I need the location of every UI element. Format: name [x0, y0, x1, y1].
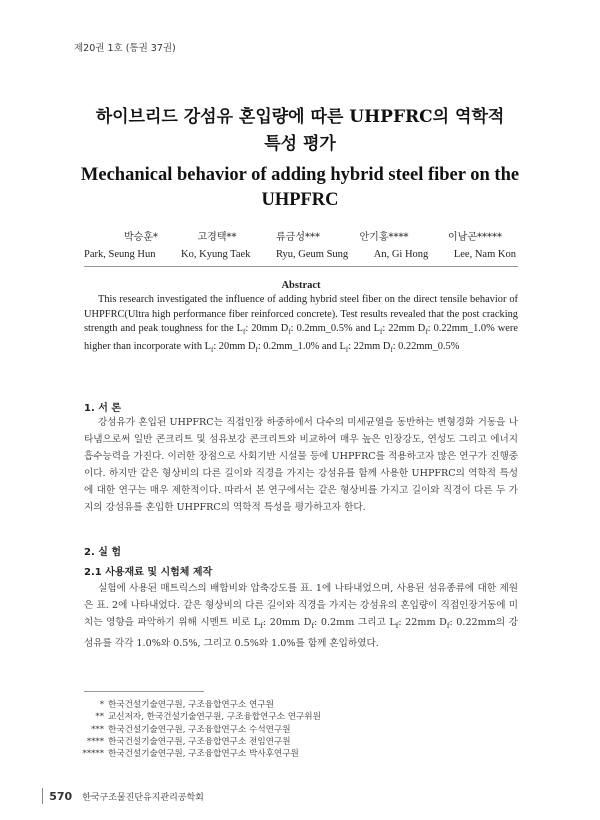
author-ko: 안기홍**** [359, 232, 409, 243]
body-run: : 20mm D [262, 617, 312, 628]
footnote-text: 한국건설기술연구원, 구조융합연구소 수석연구원 [108, 724, 291, 735]
korean-title [40, 104, 560, 158]
subscript-f: f [390, 345, 393, 354]
abstract-run: : 0.22mm_0.5% [392, 340, 460, 352]
subscript-f: f [379, 328, 383, 337]
author-ko: 박승훈* [124, 232, 158, 243]
section-1-body: 강섬유가 혼입된 UHPFRC는 직접인장 하중하에서 다수의 미세균열을 동반하는 변형경화 거동을 나타냄으로써 일반 콘크리트 및 섬유보강 콘크리트와 비교하여 매우 높은 인장강도, 연성도 그리고 에너지 흡수능력을 가진다. 이러한 장점으로 사회기반 시설물 등에 UHPFRC를 적용하고자 많은 연구가 진행중이다. 하지만 같은 형상비의 다른 길이와 직경을 가지는 강섬유를 함께 사용한 UHPFRC의 역학적 특성에 대한 연구는 매우 제한적이다. 따라서 본 연구에서는 같은 형상비를 가지고 길이와 직경이 다른 두 가지의 강섬유를 혼입한 UHPFRC의 역학적 특성을 평가하고자 한다. [84, 417, 518, 513]
footnote [80, 699, 321, 711]
subscript-f: f [446, 621, 450, 630]
english-title-line-2: UHPFRC [261, 190, 339, 210]
author-block [84, 228, 516, 260]
abstract-run: : 22mm D [382, 323, 426, 335]
subscript-f: f [210, 345, 214, 354]
subscript-f: f [395, 621, 399, 630]
footnote-mark: ** [95, 712, 104, 723]
footer-bar [42, 788, 43, 804]
journal-issue-header: 제20권 1호 (통권 37권) [74, 43, 176, 54]
footnote-mark: ***** [82, 749, 104, 760]
footnote [80, 736, 321, 748]
author-en: Lee, Nam Kon [453, 249, 516, 260]
author-en: Ryu, Geum Sung [275, 249, 349, 260]
english-title-line-1: Mechanical behavior of adding hybrid steel fiber on the [80, 165, 520, 185]
korean-author-names [84, 228, 516, 243]
abstract-run: This research investigated the influence of adding hybrid steel fiber on the direct tensile behavior of UHPFRC(Ultra high performance fiber reinforced concrete). Test results revealed that the post cracking strength and peak toughness for the L [84, 294, 518, 335]
abstract-run: : 20mm D [213, 340, 256, 352]
abstract-run: : 0.2mm_0.5% and L [290, 323, 380, 335]
footnote [80, 711, 321, 723]
section-2-heading: 2. 실 험 [84, 547, 122, 558]
page-footer [42, 788, 204, 804]
body-run: : 0.2mm 그리고 L [314, 617, 396, 628]
footnotes [80, 699, 321, 760]
author-en: Ko, Kyung Taek [181, 249, 251, 260]
subscript-f: f [345, 345, 349, 354]
subscript-f: f [260, 621, 263, 630]
subscript-f: f [425, 328, 428, 337]
abstract-run: : 22mm D [348, 340, 391, 352]
page-number: 570 [49, 789, 73, 803]
footnote-text: 한국건설기술연구원, 구조융합연구소 전임연구원 [108, 736, 291, 747]
abstract-run: : 20mm D [245, 323, 289, 335]
footnote-divider [84, 691, 204, 692]
body-run: 실험에 사용된 매트릭스의 배합비와 압축강도를 표. 1에 나타내었으며, 사용된 섬유종류에 대한 제원은 표. 2에 나타내었다. 같은 형상비의 다른 길이와 직경을 가지는 강섬유의 혼입량이 직접인장거동에 미치는 영향을 파악하기 위해 시멘트 비로 L [84, 583, 518, 628]
abstract-run: : 0.22mm_1.0% were higher than incorporate with L [84, 323, 518, 352]
abstract-text [84, 293, 518, 358]
korean-title-line-1: 하이브리드 강섬유 혼입량에 따른 UHPFRC의 역학적 [95, 107, 505, 127]
subscript-f: f [242, 328, 246, 337]
society-name: 한국구조물진단유지관리공학회 [82, 792, 204, 803]
section-1-heading: 1. 서 론 [84, 403, 122, 414]
footnote-text: 교신저자, 한국건설기술연구원, 구조융합연구소 연구위원 [108, 712, 321, 723]
subscript-f: f [288, 328, 291, 337]
footnote-mark: * [99, 700, 104, 710]
footnote-mark: *** [91, 724, 104, 735]
subsection-2-1-body [84, 580, 518, 652]
subsection-2-1-heading: 2.1 사용재료 및 시험체 제작 [84, 567, 213, 578]
body-run: : 22mm D [398, 617, 447, 628]
top-divider [84, 266, 518, 267]
author-en: Park, Seung Hun [84, 249, 156, 260]
english-title [60, 163, 540, 213]
korean-title-line-2: 특성 평가 [264, 134, 336, 154]
footnote-mark: **** [86, 736, 104, 747]
author-ko: 이남곤***** [448, 232, 502, 243]
author-en: An, Gi Hong [373, 249, 429, 260]
footnote [80, 748, 321, 760]
subscript-f: f [255, 345, 258, 354]
abstract-run: : 0.2mm_1.0% and L [257, 340, 346, 352]
author-ko: 류금성*** [276, 232, 320, 243]
footnote-text: 한국건설기술연구원, 구조융합연구소 박사후연구원 [108, 749, 299, 760]
body-run: : 0.22mm의 강섬유를 각각 1.0%와 0.5%, 그리고 0.5%와 1.0%를 함께 혼입하였다. [84, 617, 518, 649]
subscript-f: f [311, 621, 315, 630]
footnote [80, 724, 321, 736]
abstract-heading: Abstract [281, 280, 321, 291]
footnote-text: 한국건설기술연구원, 구조융합연구소 연구원 [108, 700, 274, 710]
author-ko: 고경택** [197, 232, 237, 243]
english-author-names [84, 249, 516, 260]
